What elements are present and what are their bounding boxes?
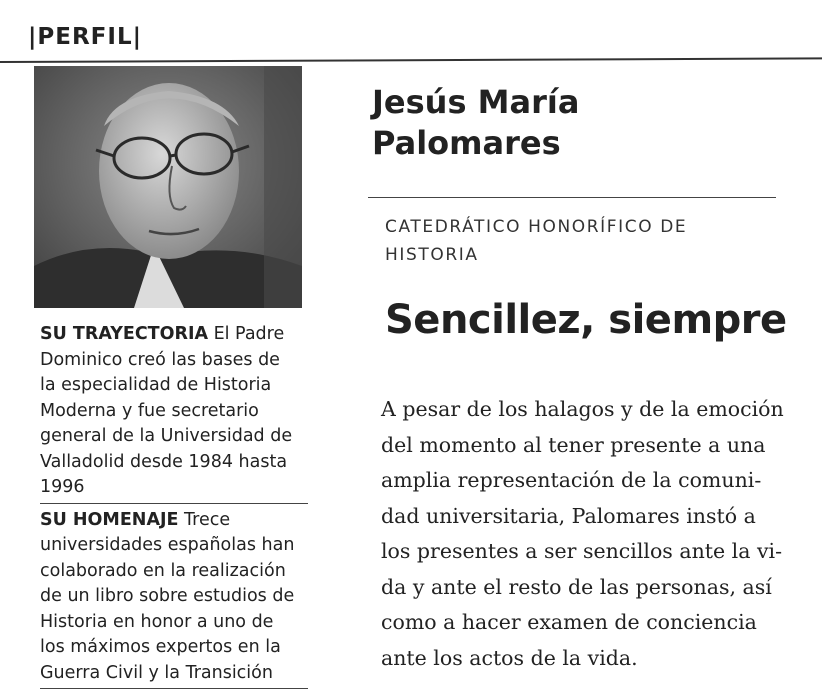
name-divider — [368, 197, 776, 198]
name-line: Palomares — [372, 124, 561, 162]
trayectoria-line: Dominico creó las bases de — [40, 349, 280, 370]
body-line: del momento al tener presente a una — [381, 432, 766, 457]
trayectoria-line: Moderna y fue secretario — [40, 400, 259, 421]
homenaje-line: colaborado en la realización — [40, 560, 286, 581]
trayectoria-line: 1996 — [40, 477, 85, 497]
sidebar-bottom-divider — [40, 688, 308, 689]
homenaje-line: Trece — [178, 509, 231, 530]
body-line: dad universitaria, Palomares instó a — [381, 503, 756, 528]
homenaje-block — [40, 508, 312, 687]
body-line: ante los actos de la vida. — [381, 645, 638, 670]
job-title-line: HISTORIA — [385, 245, 479, 265]
body-line: da y ante el resto de las personas, así — [381, 574, 772, 599]
homenaje-line: universidades españolas han — [40, 535, 295, 555]
trayectoria-block — [40, 322, 312, 501]
homenaje-line: los máximos expertos en la — [40, 637, 281, 657]
trayectoria-line: la especialidad de Historia — [40, 375, 272, 395]
body-line: los presentes a ser sencillos ante la vi- — [381, 539, 783, 563]
profile-sidebar — [40, 322, 312, 693]
homenaje-line: Historia en honor a uno de — [40, 611, 274, 632]
top-divider — [0, 57, 822, 63]
sidebar-divider — [40, 503, 308, 504]
trayectoria-line: El Padre — [208, 324, 285, 344]
portrait-photo — [34, 66, 302, 308]
body-line: A pesar de los halagos y de la emoción — [381, 397, 784, 421]
section-tag: |PERFIL| — [28, 24, 143, 50]
trayectoria-line: general de la Universidad de — [40, 426, 293, 446]
job-title — [385, 213, 765, 269]
job-title-line: CATEDRÁTICO HONORÍFICO DE — [385, 217, 688, 237]
trayectoria-line: Valladolid desde 1984 hasta — [40, 451, 288, 472]
article-headline: Sencillez, siempre — [385, 297, 787, 343]
name-line: Jesús María — [372, 83, 580, 121]
body-line: amplia representación de la comuni- — [381, 468, 762, 492]
profile-name — [372, 82, 792, 164]
homenaje-heading: SU HOMENAJE — [40, 509, 179, 530]
homenaje-line: de un libro sobre estudios de — [40, 586, 295, 606]
trayectoria-heading: SU TRAYECTORIA — [40, 324, 209, 344]
article-body — [381, 392, 801, 676]
homenaje-line: Guerra Civil y la Transición — [40, 662, 273, 683]
body-line: como a hacer examen de conciencia — [381, 610, 757, 634]
